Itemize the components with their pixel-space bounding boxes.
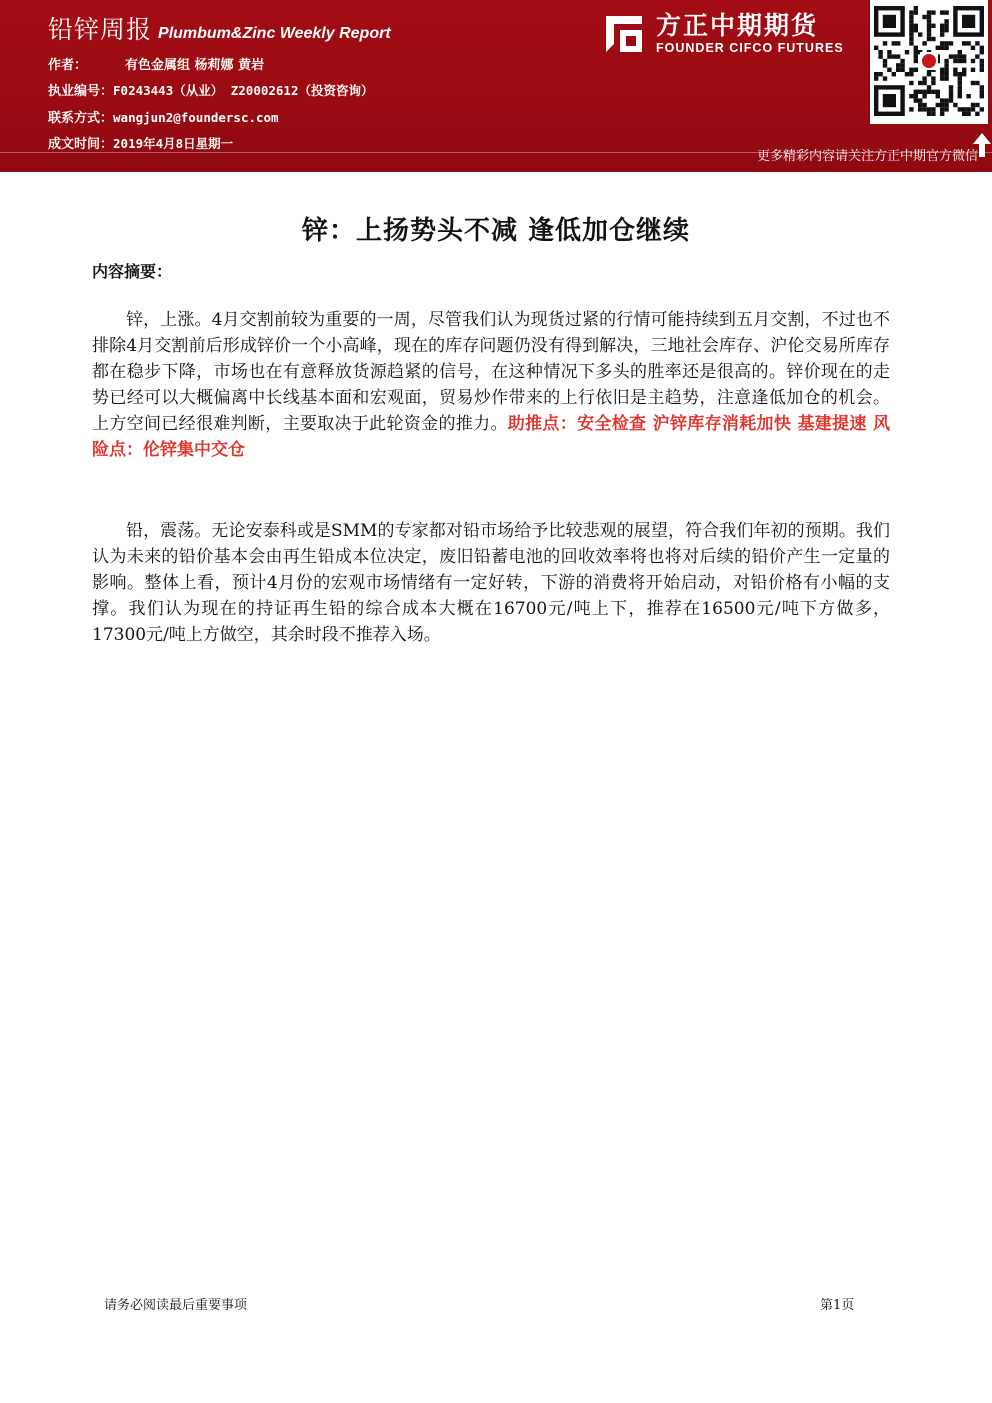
summary-label: 内容摘要： bbox=[92, 262, 173, 281]
date-label: 成文时间： bbox=[48, 137, 114, 152]
logo-text bbox=[656, 12, 844, 56]
date-line bbox=[48, 133, 233, 152]
report-name-cn: 铅锌周报 bbox=[48, 15, 153, 44]
page-number: 第1页 bbox=[820, 1298, 855, 1313]
author-label: 作者： bbox=[48, 58, 88, 73]
qr-code-icon[interactable] bbox=[868, 0, 988, 124]
company-logo bbox=[602, 10, 860, 58]
date-value: 2019年4月8日星期一 bbox=[113, 136, 234, 151]
report-title bbox=[48, 10, 391, 46]
contact-email[interactable]: wangjun2@foundersc.com bbox=[113, 110, 279, 125]
contact-label: 联系方式： bbox=[48, 111, 114, 126]
license-line bbox=[48, 80, 373, 99]
logo-name-en: FOUNDER CIFCO FUTURES bbox=[656, 41, 844, 55]
zinc-paragraph bbox=[92, 307, 890, 463]
report-header-banner bbox=[0, 0, 992, 172]
license-value: F0243443（从业） Z20002612（投资咨询） bbox=[113, 83, 374, 98]
author-line bbox=[48, 54, 264, 73]
contact-line bbox=[48, 107, 279, 126]
logo-name-cn: 方正中期期货 bbox=[656, 11, 819, 40]
zinc-highlight: 助推点：安全检查 沪锌库存消耗加快 基建提速 风险点：伦锌集中交仓 bbox=[92, 414, 890, 460]
follow-wechat-note: 更多精彩内容请关注方正中期官方微信 bbox=[756, 149, 978, 164]
zinc-paragraph-text: 锌，上涨。4月交割前较为重要的一周，尽管我们认为现货过紧的行情可能持续到五月交割，不过也不排除4月交割前后形成锌价一个小高峰，现在的库存问题仍没有得到解决，三地社会库存、沪伦交易所库存都在稳步下降，市场也在有意释放货源趋紧的信号，在这种情况下多头的胜率还是很高的。锌价现在的走势已经可以大概偏离中长线基本面和宏观面，贸易炒作带来的上行依旧是主趋势，注意逢低加仓的机会。上方空间已经很难判断，主要取决于此轮资金的推力。 bbox=[92, 310, 890, 434]
license-label: 执业编号： bbox=[48, 84, 114, 99]
report-name-en: Plumbum&Zinc Weekly Report bbox=[158, 25, 391, 42]
author-value: 有色金属组 杨莉娜 黄岩 bbox=[125, 58, 265, 73]
lead-paragraph: 铅，震荡。无论安泰科或是SMM的专家都对铅市场给予比较悲观的展望，符合我们年初的预期。我们认为未来的铅价基本会由再生铅成本位决定，废旧铅蓄电池的回收效率将也将对后续的铅价产生一定量的影响。整体上看，预计4月份的宏观市场情绪有一定好转，下游的消费将开始启动，对铅价格有小幅的支撑。我们认为现在的持证再生铅的综合成本大概在16700元/吨上下，推荐在16500元/吨下方做多，17300元/吨上方做空，其余时段不推荐入场。 bbox=[92, 521, 890, 645]
up-arrow-icon bbox=[972, 132, 992, 158]
footer-disclaimer-note: 请务必阅读最后重要事项 bbox=[104, 1298, 248, 1313]
founder-logo-icon bbox=[602, 12, 646, 56]
document-title: 锌：上扬势头不减 逢低加仓继续 bbox=[301, 216, 691, 246]
